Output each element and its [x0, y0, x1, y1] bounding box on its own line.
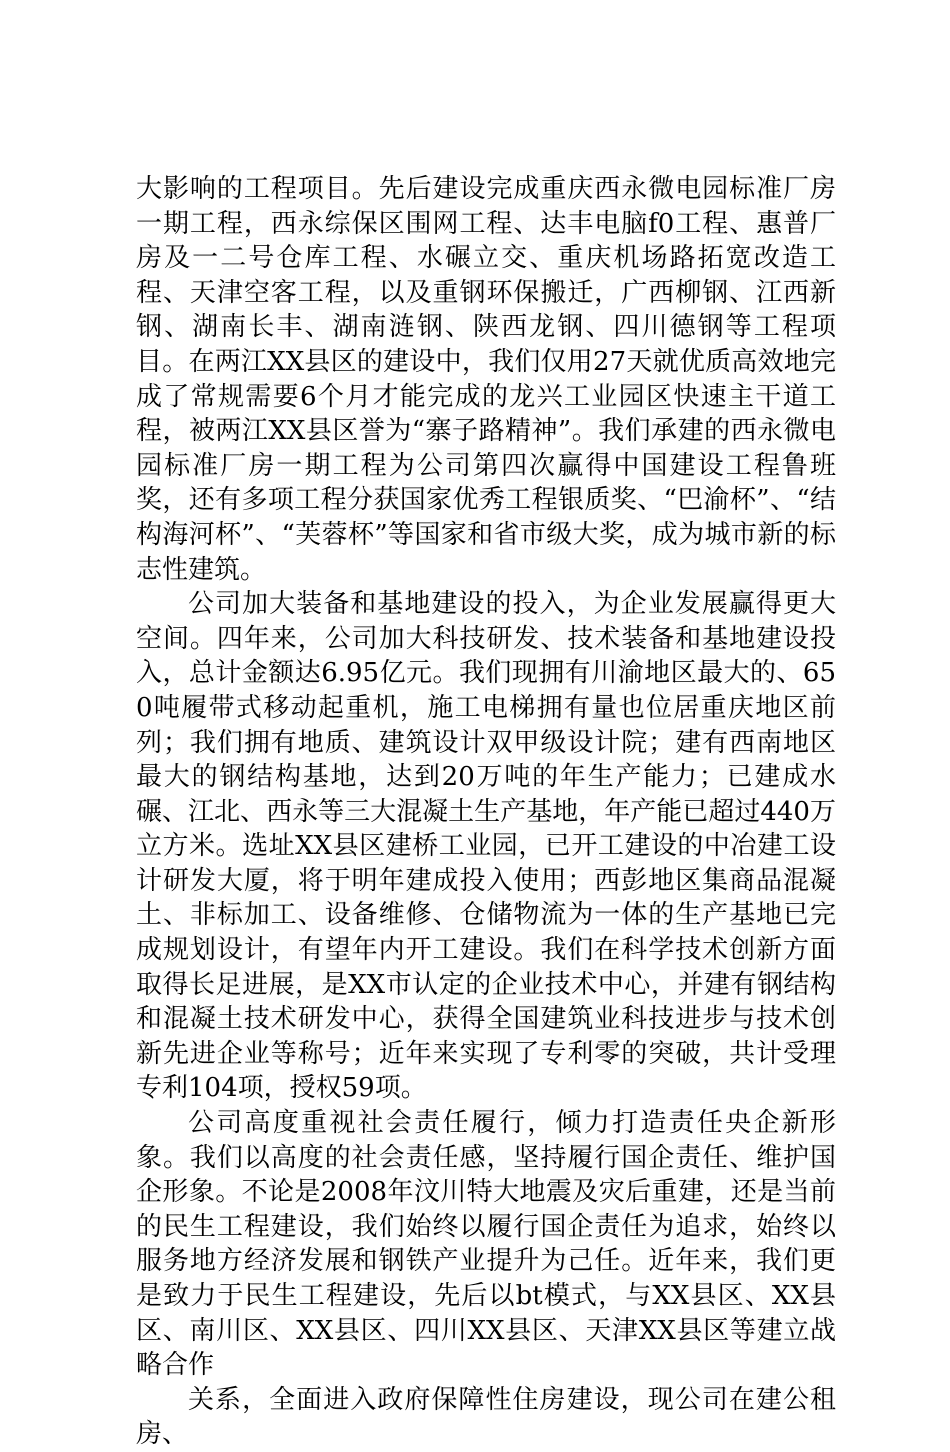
document-body	[136, 172, 836, 1452]
paragraph-projects: 大影响的工程项目。先后建设完成重庆西永微电园标准厂房一期工程，西永综保区围网工程、达丰电脑f0工程、惠普厂房及一二号仓库工程、水碾立交、重庆机场路拓宽改造工程、天津空客工程，以及重钢环保搬迁，广西柳钢、江西新钢、湖南长丰、湖南涟钢、陕西龙钢、四川德钢等工程项目。在两江XX县区的建设中，我们仅用27天就优质高效地完成了常规需要6个月才能完成的龙兴工业园区快速主干道工程，被两江XX县区誉为“寨子路精神”。我们承建的西永微电园标准厂房一期工程为公司第四次赢得中国建设工程鲁班奖，还有多项工程分获国家优秀工程银质奖、“巴渝杯”、“结构海河杯”、“芙蓉杯”等国家和省市级大奖，成为城市新的标志性建筑。	[136, 174, 836, 585]
paragraph-social-responsibility: 公司高度重视社会责任履行，倾力打造责任央企新形象。我们以高度的社会责任感，坚持履行国企责任、维护国企形象。不论是2008年汶川特大地震及灾后重建，还是当前的民生工程建设，我们始终以履行国企责任为追求，始终以服务地方经济发展和钢铁产业提升为己任。近年来，我们更是致力于民生工程建设，先后以bt模式，与XX县区、XX县区、南川区、XX县区、四川XX县区、天津XX县区等建立战略合作	[136, 1108, 836, 1381]
paragraph-housing-construction: 关系，全面进入政府保障性住房建设，现公司在建公租房、	[136, 1384, 836, 1450]
paragraph-equipment-investment: 公司加大装备和基地建设的投入，为企业发展赢得更大空间。四年来，公司加大科技研发、技术装备和基地建设投入，总计金额达6.95亿元。我们现拥有川渝地区最大的、650吨履带式移动起重机，施工电梯拥有量也位居重庆地区前列；我们拥有地质、建筑设计双甲级设计院；建有西南地区最大的钢结构基地，达到20万吨的年生产能力；已建成水碾、江北、西永等三大混凝土生产基地，年产能已超过440万立方米。选址XX县区建桥工业园，已开工建设的中冶建工设计研发大厦，将于明年建成投入使用；西彭地区集商品混凝土、非标加工、设备维修、仓储物流为一体的生产基地已完成规划设计，有望年内开工建设。我们在科学技术创新方面取得长足进展，是XX市认定的企业技术中心，并建有钢结构和混凝土技术研发中心，获得全国建筑业科技进步与技术创新先进企业等称号；近年来实现了专利零的突破，共计受理专利104项，授权59项。	[136, 589, 836, 1104]
